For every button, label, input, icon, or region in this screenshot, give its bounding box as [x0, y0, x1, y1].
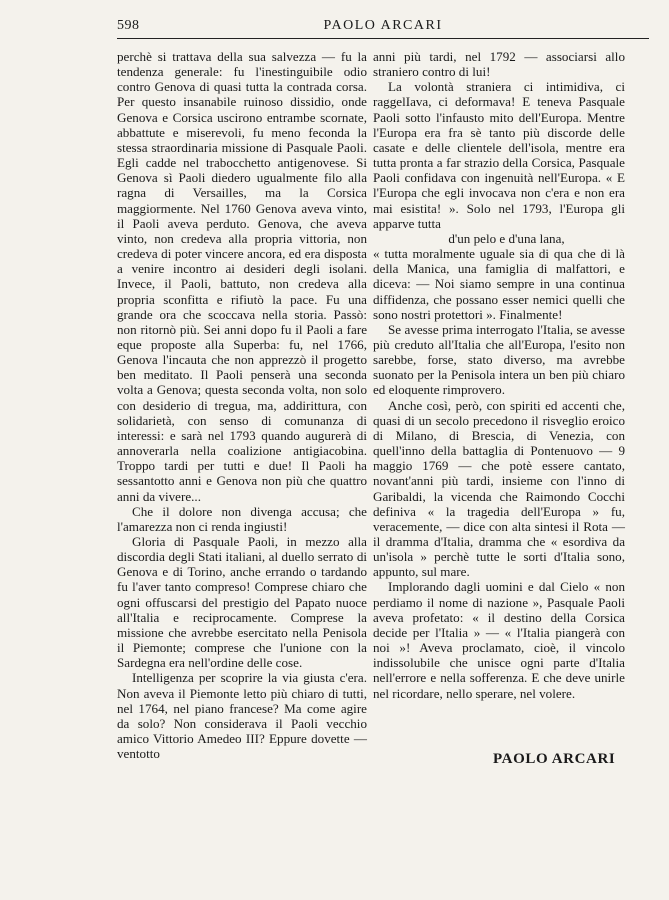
page-header — [117, 12, 649, 38]
page-number: 598 — [117, 18, 140, 33]
paragraph: perchè si trattava della sua salvezza — fu la tendenza generale: fu l'inestinguibile odio contro Genova di quasi tutta la contrada corsa. Per questo insanabile ruinoso dissidio, onde Genova e Corsica uscirono entrambe scornate, abbattute e miserevoli, fu meno feconda la stessa straordinaria missione di Pasquale Paoli. Egli cadde nel trabocchetto antigenovese. Si Genova sì Paoli diedero ugualmente filo alla ragna di Versailles, ma la Corsica maggiormente. Nel 1760 Genova aveva vinto, il Paoli aveva perduto. Genova, che aveva vinto, non credeva alla propria vittoria, non credeva di poter vincere ancora, ed era disposta a venire incontro ai desideri degli isolani. Invece, il Paoli, battuto, non credeva alla propria sconfitta e rifiutò la pace. Fu una grande ora che scoccava nella storia. Passò: non ritornò più. Sei anni dopo fu il Paoli a fare eque proposte alla Superba: fu, nel 1766, Genova l'incauta che non apprezzò il progetto ben meditato. Il Paoli penserà una seconda volta a Genova; questa seconda volta, non solo con desiderio di tregua, ma, addirittura, con solidarietà, con senso di comunanza di interessi: e sarà nel 1793 quando augurerà di annoverarla nella coalizione antigiacobina. Troppo tardi per tutti e due! Il Paoli ha sessantotto anni e Genova non più che quattro anni da vivere... — [117, 49, 367, 504]
paragraph: « tutta moralmente uguale sia di qua che di là della Manica, una famiglia di malfattori, e diceva: — Noi siamo sempre in una continua diffidenza, che possano esser nemici quelli che sono nostri protettori ». Finalmente! — [373, 246, 625, 322]
paragraph: Se avesse prima interrogato l'Italia, se avesse più creduto all'Italia che all'Europa, l'esito non sarebbe, forse, stato diverso, ma avrebbe suonato per la Penisola intera un ben più chiaro ed eloquente rimprovero. — [373, 321, 625, 398]
paragraph: anni più tardi, nel 1792 — associarsi allo straniero contro di lui! — [373, 49, 625, 80]
paragraph: La volontà straniera ci intimidiva, ci raggelIava, ci deformava! E teneva Pasquale Paoli sotto l'infausto mito dell'Europa. Mentre l'Europa era fra sè tanto più discorde delle casate e delle clientele dell'isola, mentre era tutta pronta a far strazio della Corsica, Pasquale Paoli confidava con ingenuità nell'Europa. « E l'Europa che egli invocava non c'era e non era mai esistita! ». Solo nel 1793, l'Europa gli apparve tutta — [373, 79, 625, 231]
running-title: PAOLO ARCARI — [323, 18, 443, 33]
paragraph: Implorando dagli uomini e dal Cielo « non perdiamo il nome di nazione », Pasquale Paoli aveva profetato: « il destino della Corsica decide per l'Italia » — « l'Italia piangerà con noi »! Aveva proclamato, cioè, il vincolo indissolubile che unisce ogni parte d'Italia nell'errore e nella sofferenza. E che deve unirle nel ricordare, nello sperare, nel volere. — [373, 579, 625, 701]
right-column — [373, 49, 625, 701]
author-signature: PAOLO ARCARI — [493, 751, 616, 767]
paragraph: Che il dolore non divenga accusa; che l'amarezza non ci renda ingiusti! — [117, 503, 367, 534]
header-rule — [117, 38, 649, 39]
paragraph: Anche così, però, con spiriti ed accenti che, quasi di un secolo precedono il risveglio eroico di Milano, di Brescia, di Venezia, con quell'inno della battaglia di Pontenuovo — 9 maggio 1769 — che potè essere cantato, novant'anni più tardi, insieme con l'inno di Garibaldi, la vicenda che Raimondo Cocchi definiva « la tragedia dell'Europa » fu, veracemente, — dice con alta sintesi il Rota — il dramma d'Italia, dramma che « esordiva da un'isola » perchè tutte le sorti d'Italia sono, appunto, sul mare. — [373, 397, 625, 580]
paragraph: Intelligenza per scoprire la via giusta c'era. Non aveva il Piemonte letto più chiaro di tutti, nel 1764, nel piano francese? Ma come agire da solo? Non considerava il Paoli vecchio amico Vittorio Amedeo III? Eppure dovette — ventotto — [117, 670, 367, 762]
left-column — [117, 49, 367, 761]
verse-quote: d'un pelo e d'una lana, — [448, 230, 565, 246]
paragraph: Gloria di Pasquale Paoli, in mezzo alla discordia degli Stati italiani, al duello serrato di Genova e di Torino, anche errando o tardando fu l'aver tanto compreso! Comprese chiaro che ogni offuscarsi del prestigio del Papato nuoce all'Italia e reciprocamente. Comprese la missione che avrebbe esercitato nella Penisola il Piemonte; comprese che l'unione con la Sardegna era nell'ordine delle cose. — [117, 534, 367, 671]
